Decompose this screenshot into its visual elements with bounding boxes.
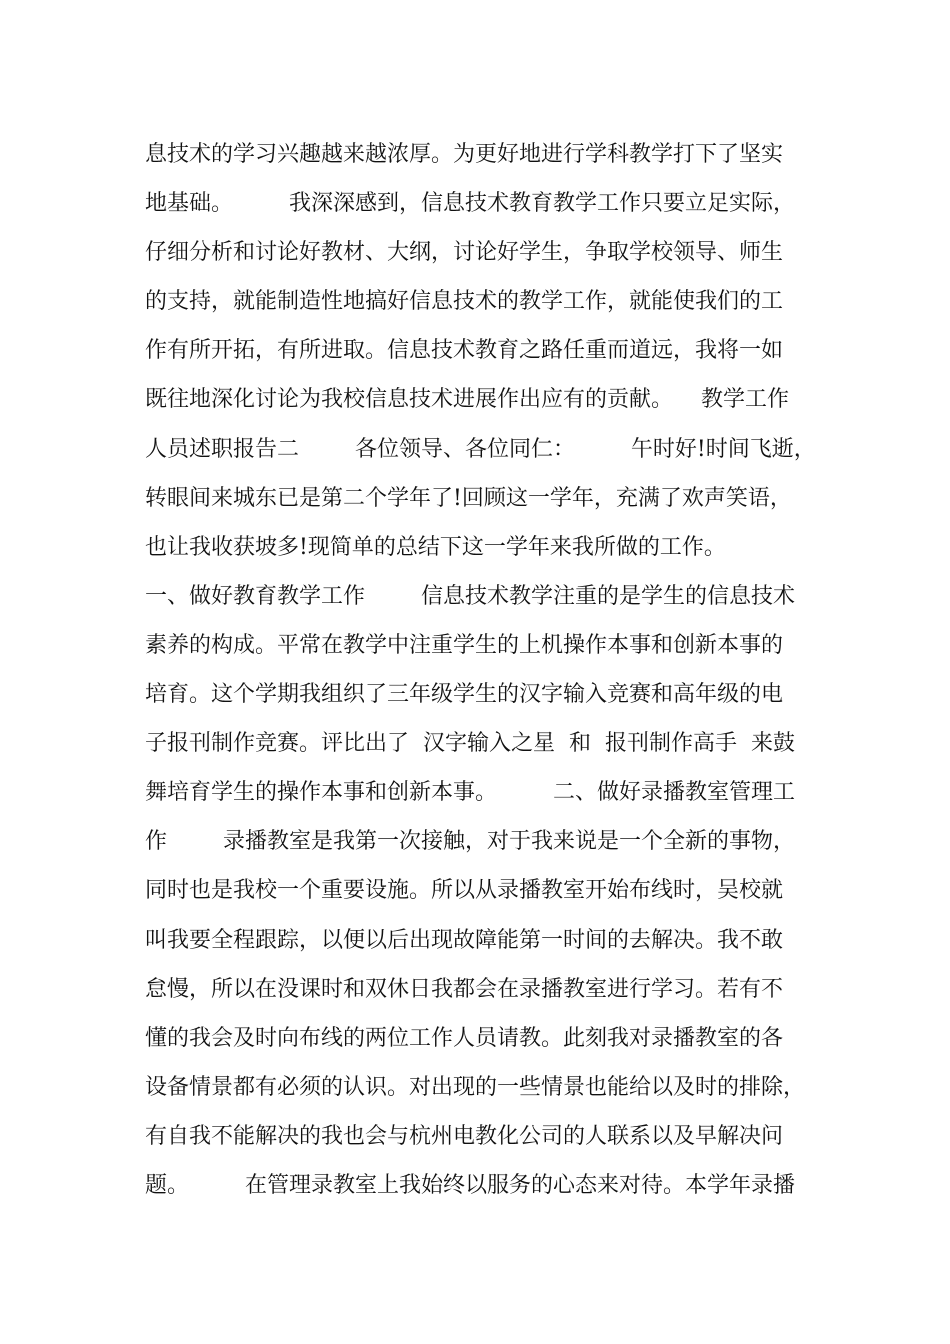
text-line: 也让我收获坡多!现简单的总结下这一学年来我所做的工作。 [145,534,726,560]
text-line: 有自我不能解决的我也会与杭州电教化公司的人联系以及早解决问 [145,1123,784,1149]
text-line: 作有所开拓，有所进取。信息技术教育之路任重而道远，我将一如 [145,338,784,364]
text-line: 叫我要全程跟踪，以便以后出现故障能第一时间的去解决。我不敢 [145,927,784,953]
text-line: 子报刊制作竞赛。评比出了 汉字输入之星 和 报刊制作高手 来鼓 [145,731,795,757]
text-line: 人员述职报告二 各位领导、各位同仁： 午时好!时间飞逝， [145,436,816,462]
text-line: 懂的我会及时向布线的两位工作人员请教。此刻我对录播教室的各 [145,1025,784,1051]
text-line: 既往地深化讨论为我校信息技术进展作出应有的贡献。 教学工作 [145,387,789,413]
text-line: 作 录播教室是我第一次接触，对于我来说是一个全新的事物， [145,829,795,855]
text-line: 素养的构成。平常在教学中注重学生的上机操作本事和创新本事的 [145,632,784,658]
text-line: 舞培育学生的操作本事和创新本事。 二、做好录播教室管理工 [145,780,795,806]
text-line: 设备情景都有必须的认识。对出现的一些情景也能给以及时的排除， [145,1074,806,1100]
text-line: 的支持，就能制造性地搞好信息技术的教学工作，就能使我们的工 [145,289,784,315]
text-line: 地基础。 我深深感到，信息技术教育教学工作只要立足实际， [145,191,795,217]
text-line: 仔细分析和讨论好教材、大纲，讨论好学生，争取学校领导、师生 [145,240,784,266]
text-line: 培育。这个学期我组织了三年级学生的汉字输入竞赛和高年级的电 [145,682,784,708]
text-line: 同时也是我校一个重要设施。所以从录播教室开始布线时，吴校就 [145,878,784,904]
text-line: 题。 在管理录教室上我始终以服务的心态来对待。本学年录播 [145,1172,795,1198]
text-line: 一、做好教育教学工作 信息技术教学注重的是学生的信息技术 [145,583,795,609]
body-text [145,130,825,1210]
text-line: 息技术的学习兴趣越来越浓厚。为更好地进行学科教学打下了坚实 [145,142,784,167]
text-line: 转眼间来城东已是第二个学年了!回顾这一学年，充满了欢声笑语， [145,485,792,511]
text-line: 怠慢，所以在没课时和双休日我都会在录播教室进行学习。若有不 [145,976,784,1002]
